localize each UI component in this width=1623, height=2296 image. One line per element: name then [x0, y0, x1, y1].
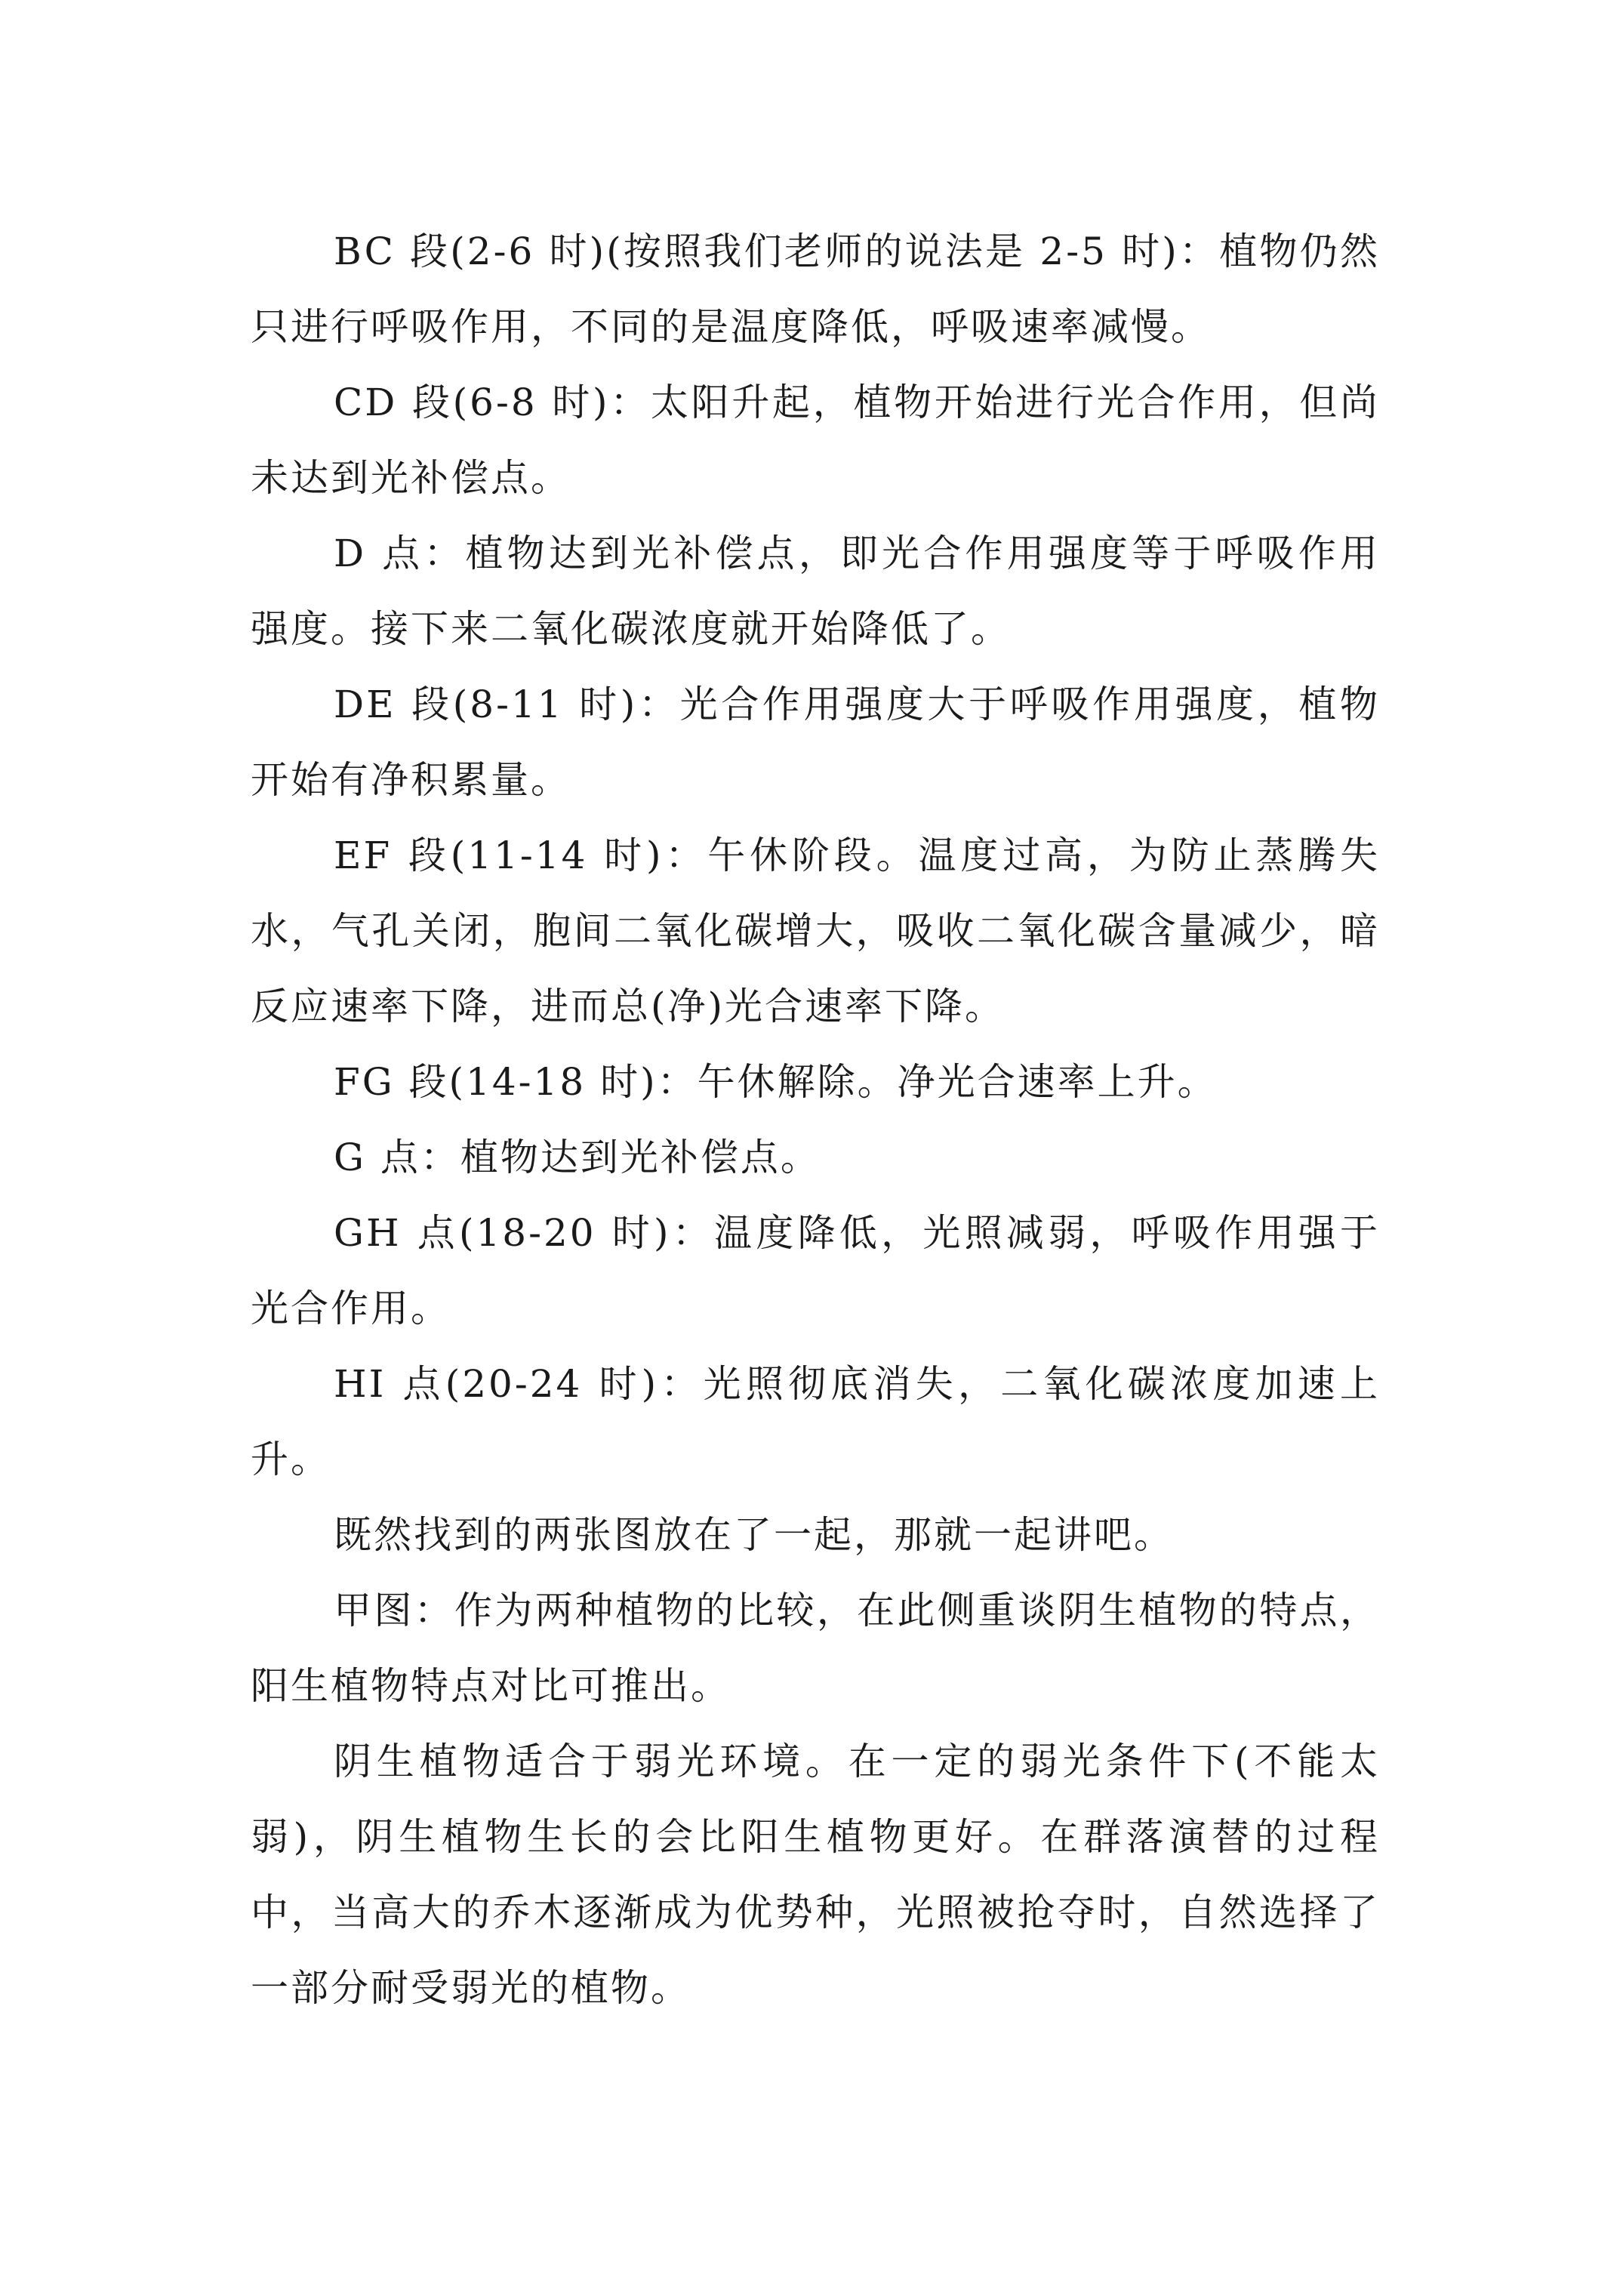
paragraph-figure-jia: 甲图：作为两种植物的比较，在此侧重谈阴生植物的特点，阳生植物特点对比可推出。 [251, 1589, 1380, 1708]
paragraph-gh-point: GH 点(18-20 时)：温度降低，光照减弱，呼吸作用强于光合作用。 [251, 1211, 1380, 1330]
document-body [251, 214, 1380, 2026]
paragraph-fg-segment: FG 段(14-18 时)：午休解除。净光合速率上升。 [334, 1060, 1218, 1104]
paragraph-bc-segment: BC 段(2-6 时)(按照我们老师的说法是 2-5 时)：植物仍然只进行呼吸作用，不同的是温度降低，呼吸速率减慢。 [251, 230, 1380, 349]
paragraph-two-figures: 既然找到的两张图放在了一起，那就一起讲吧。 [334, 1513, 1174, 1557]
paragraph-hi-point: HI 点(20-24 时)：光照彻底消失，二氧化碳浓度加速上升。 [251, 1362, 1380, 1481]
paragraph-g-point: G 点：植物达到光补偿点。 [334, 1136, 821, 1179]
paragraph-cd-segment: CD 段(6-8 时)：太阳升起，植物开始进行光合作用，但尚未达到光补偿点。 [251, 381, 1380, 500]
paragraph-ef-segment: EF 段(11-14 时)：午休阶段。温度过高，为防止蒸腾失水，气孔关闭，胞间二氧化碳增大，吸收二氧化碳含量减少，暗反应速率下降，进而总(净)光合速率下降。 [251, 834, 1380, 1028]
paragraph-de-segment: DE 段(8-11 时)：光合作用强度大于呼吸作用强度，植物开始有净积累量。 [251, 683, 1380, 802]
paragraph-d-point: D 点：植物达到光补偿点，即光合作用强度等于呼吸作用强度。接下来二氧化碳浓度就开始降低了。 [251, 532, 1380, 651]
paragraph-shade-plants: 阴生植物适合于弱光环境。在一定的弱光条件下(不能太弱)，阴生植物生长的会比阳生植物更好。在群落演替的过程中，当高大的乔木逐渐成为优势种，光照被抢夺时，自然选择了一部分耐受弱光的植物。 [251, 1740, 1380, 2010]
